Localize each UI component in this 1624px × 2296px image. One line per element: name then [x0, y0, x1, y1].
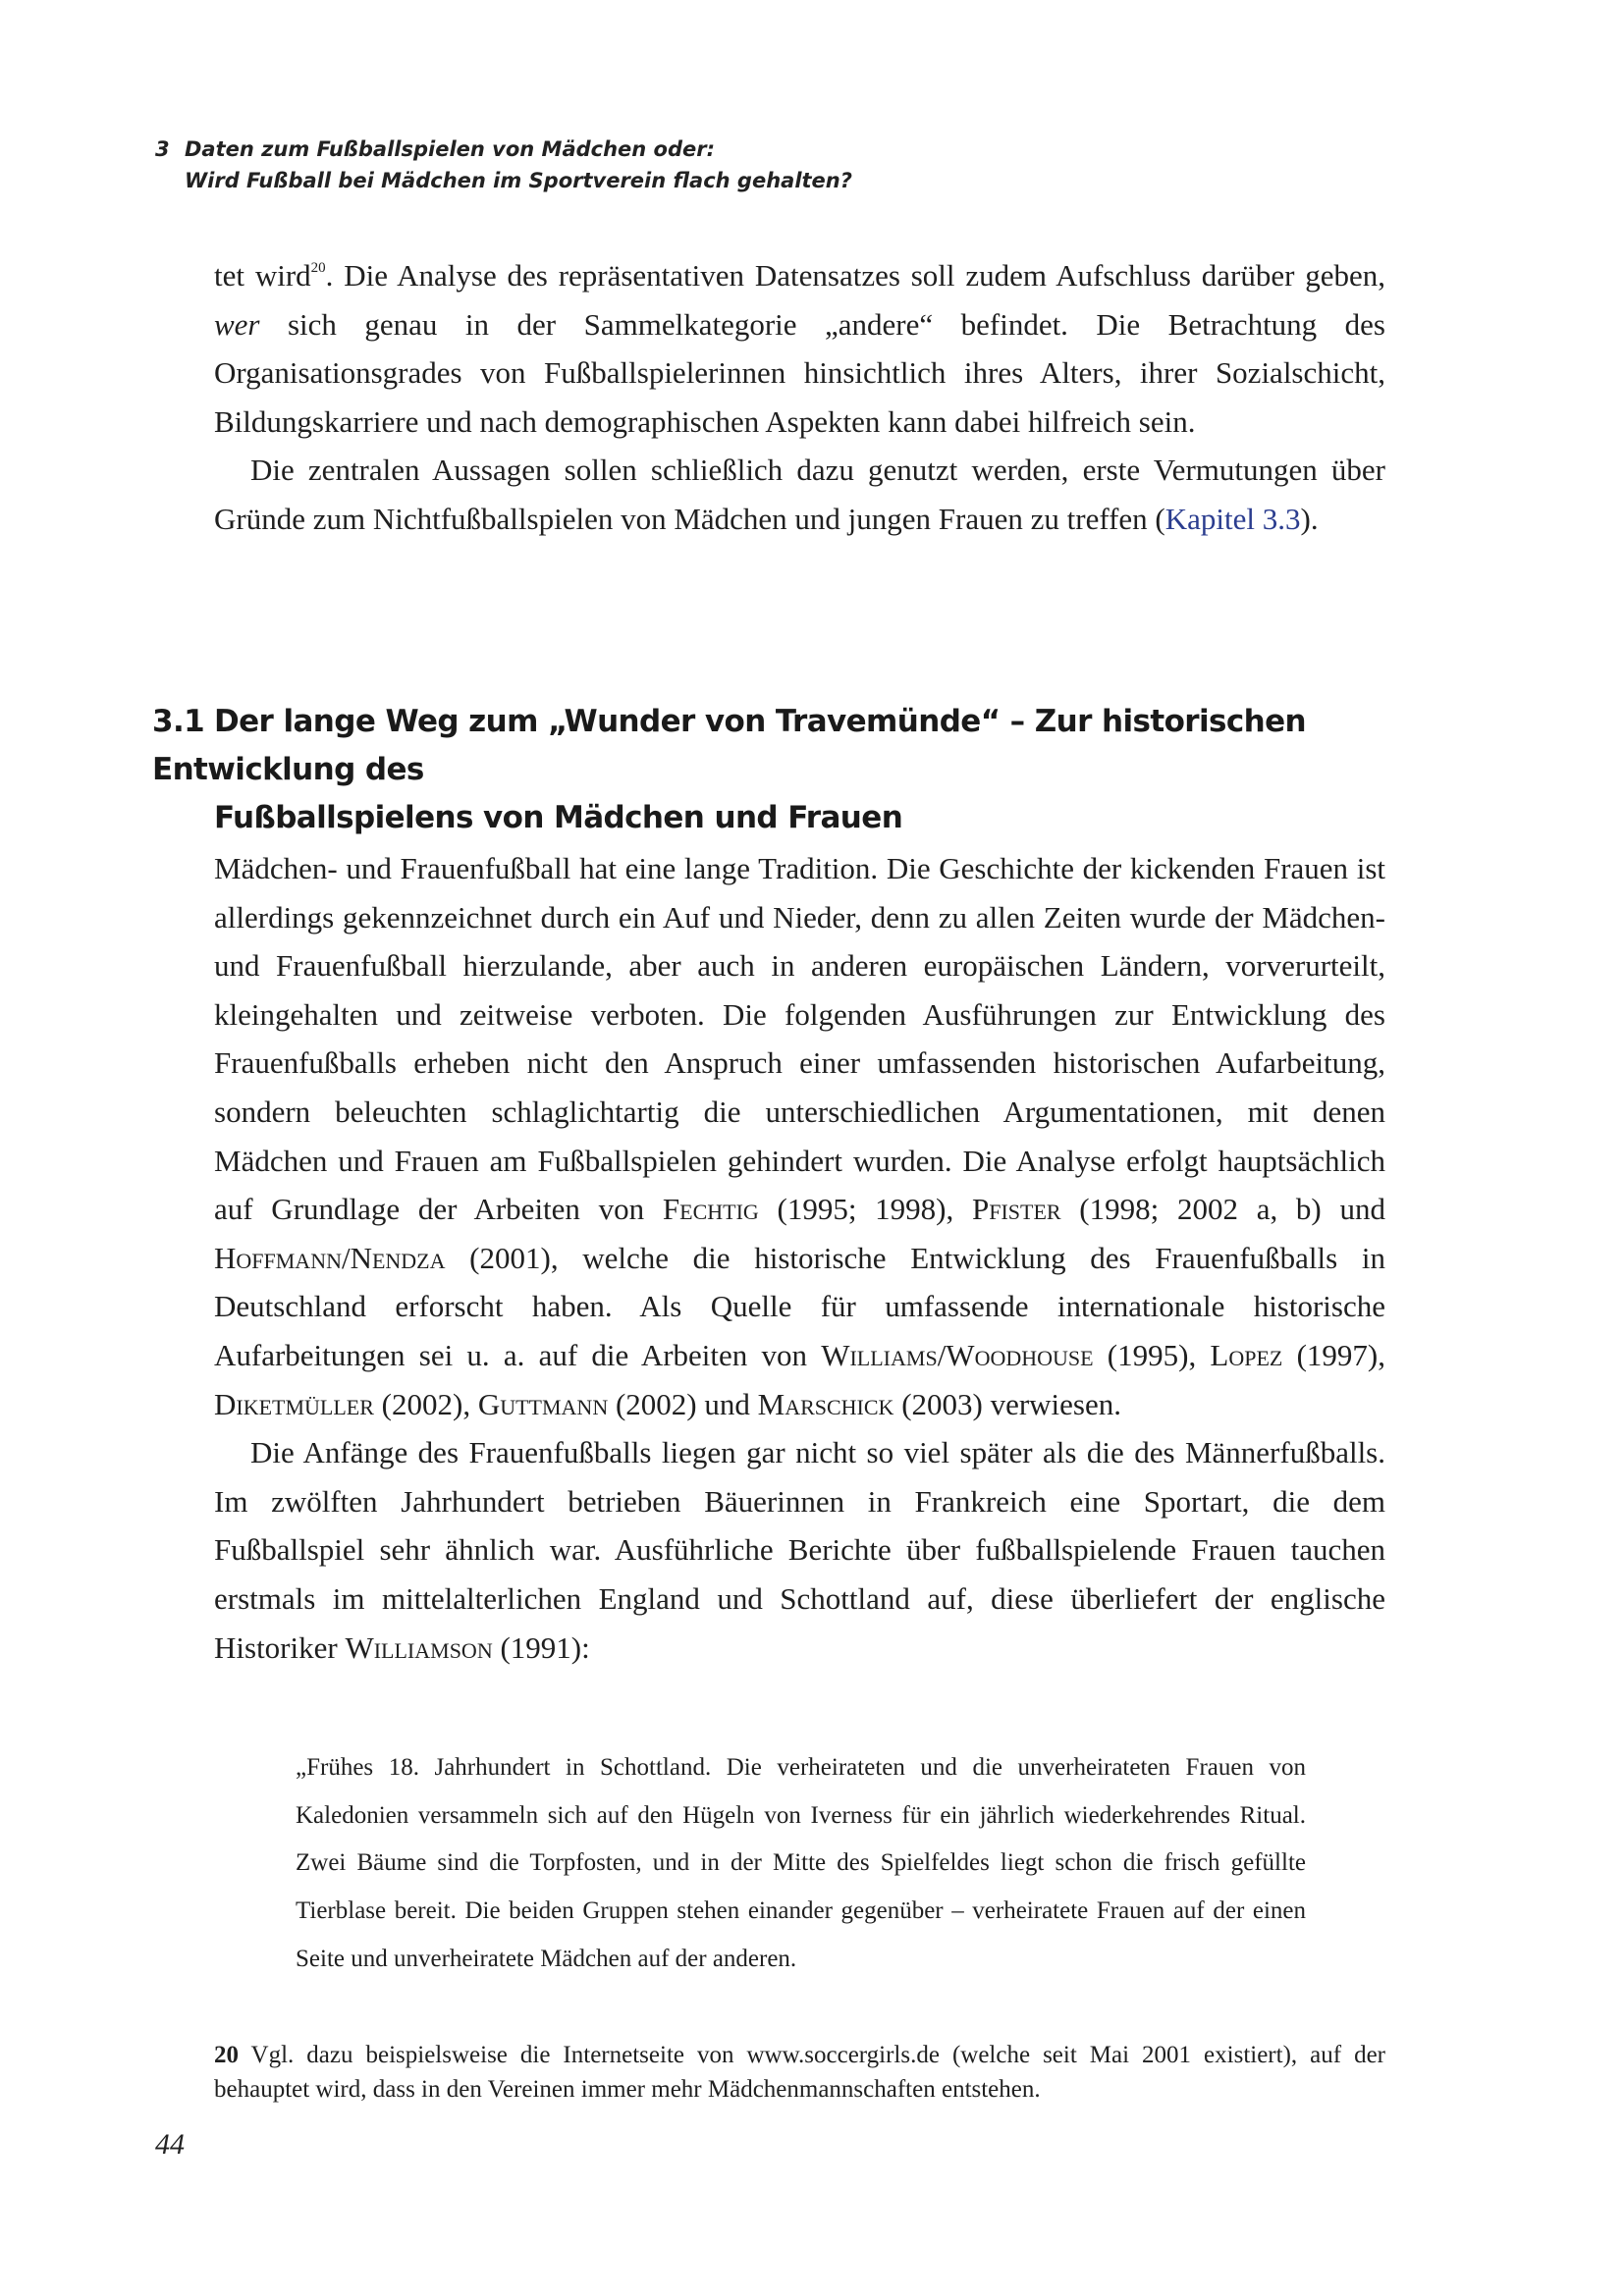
section-heading-line1: [152, 698, 1389, 794]
section-number: 3.1: [152, 704, 205, 739]
main-p1-text-7: (2002),: [373, 1386, 478, 1421]
intro-p1-emphasis: wer: [214, 306, 260, 342]
page-number: 44: [155, 2128, 185, 2161]
author-fechtig: Fechtig: [662, 1192, 759, 1227]
intro-p1-mid: . Die Analyse des repräsentativen Datensatzes soll zudem Aufschluss darüber geben,: [325, 258, 1385, 293]
main-p2-text-2: (1991):: [492, 1629, 590, 1665]
author-pfister: Pfister: [971, 1192, 1061, 1227]
main-p1-text-9: (2003) verwiesen.: [893, 1386, 1121, 1421]
intro-p1-start: tet wird: [214, 258, 311, 293]
author-marschick: Marschick: [757, 1386, 894, 1421]
main-p1-text-8: (2002) und: [608, 1386, 758, 1421]
main-paragraph-1: [214, 844, 1385, 1428]
running-head-title-2: Wird Fußball bei Mädchen im Sportverein flach gehalten?: [185, 169, 852, 192]
author-williamson: Williamson: [345, 1629, 493, 1665]
intro-text-block: [214, 251, 1385, 544]
running-head-chapter-number: 3: [155, 137, 170, 161]
intro-p2-text: Die zentralen Aussagen sollen schließlich dazu genutzt werden, erste Vermutungen über Gründe zum Nichtfußballspielen von Mädchen und jungen Frauen zu treffen (: [214, 453, 1385, 536]
main-paragraph-2: [214, 1428, 1385, 1672]
footnote-reference[interactable]: 20: [310, 260, 326, 276]
main-text-block: [214, 844, 1385, 1672]
section-title-1: Der lange Weg zum „Wunder von Travemünde“ – Zur historischen Entwicklung des: [152, 704, 1306, 787]
main-p1-text-1: Mädchen- und Frauenfußball hat eine lange Tradition. Die Geschichte der kickenden Frauen ist allerdings gekennzeichnet durch ein Auf und Nieder, denn zu allen Zeiten wurde der Mädchen- und Frauenfußball hierzulande, aber auch in anderen europäischen Ländern, vorverurteilt, kleingehalten und zeitweise verboten. Die folgenden Ausführungen zur Entwicklung des Frauenfußballs erheben nicht den Anspruch einer umfassenden historischen Aufarbeitung, sondern beleuchten schlaglichtartig die unterschiedlichen Argumentationen, mit denen Mädchen und Frauen am Fußballspielen gehindert wurden. Die Analyse erfolgt hauptsächlich auf Grundlage der Arbeiten von: [214, 851, 1385, 1227]
footnote: [214, 2038, 1385, 2107]
main-p1-text-5: (1995),: [1093, 1337, 1211, 1372]
main-p1-text-3: (1998; 2002 a, b) und: [1060, 1192, 1385, 1227]
footnote-text: Vgl. dazu beispielsweise die Internetseite von www.soccergirls.de (welche seit Mai 2001 existiert), auf der behauptet wird, dass in den Vereinen immer mehr Mädchenmannschaften entstehen.: [214, 2042, 1385, 2103]
author-lopez: Lopez: [1210, 1337, 1283, 1372]
running-head-line1: [155, 133, 1392, 165]
main-p1-text-4: (2001), welche die historische Entwicklung des Frauenfußballs in Deutschland erforscht haben. Als Quelle für umfassende internationale historische Aufarbeitungen sei u. a. auf die Arbeiten von: [214, 1240, 1385, 1372]
intro-p1-rest: sich genau in der Sammelkategorie „andere“ befindet. Die Betrachtung des Organisationsgrades von Fußballspielerinnen hinsichtlich ihres Alters, ihrer Sozialschicht, Bildungskarriere und nach demographischen Aspekten kann dabei hilfreich sein.: [214, 306, 1385, 439]
block-quote: [296, 1744, 1306, 1984]
author-hoffmann-nendza: Hoffmann/Nendza: [214, 1240, 446, 1275]
section-title-2: Fußballspielens von Mädchen und Frauen: [214, 800, 903, 835]
section-heading: [152, 698, 1389, 842]
main-p2-text-1: Die Anfänge des Frauenfußballs liegen gar nicht so viel später als die des Männerfußballs. Im zwölften Jahrhundert betrieben Bäuerinnen in Frankreich eine Sportart, die dem Fußballspiel sehr ähnlich war. Ausführliche Berichte über fußballspielende Frauen tauchen erstmals im mittelalterlichen England und Schottland auf, diese überliefert der englische Historiker: [214, 1435, 1385, 1665]
main-p1-text-2: (1995; 1998),: [758, 1192, 972, 1227]
author-williams-woodhouse: Williams/Woodhouse: [821, 1337, 1094, 1372]
footnote-paragraph: [214, 2038, 1385, 2107]
main-p1-text-6: (1997),: [1282, 1337, 1385, 1372]
author-diketmueller: Diketmüller: [214, 1386, 374, 1421]
intro-paragraph-2: [214, 446, 1385, 543]
author-guttmann: Guttmann: [477, 1386, 609, 1421]
running-head: [155, 133, 1392, 196]
running-head-title-1: Daten zum Fußballspielen von Mädchen oder:: [185, 137, 716, 161]
quote-text: „Frühes 18. Jahrhundert in Schottland. Die verheirateten und die unverheirateten Frauen von Kaledonien versammeln sich auf den Hügeln von Iverness für ein jährlich wiederkehrendes Ritual. Zwei Bäume sind die Torpfosten, und in der Mitte des Spielfeldes liegt schon die frisch gefüllte Tierblase bereit. Die beiden Gruppen stehen einander gegenüber – verheiratete Frauen auf der einen Seite und unverheiratete Mädchen auf der anderen.: [296, 1754, 1306, 1972]
intro-paragraph-1: [214, 251, 1385, 446]
chapter-link[interactable]: Kapitel 3.3: [1164, 501, 1301, 536]
intro-p2-end: ).: [1300, 501, 1319, 536]
footnote-number: 20: [214, 2042, 239, 2068]
